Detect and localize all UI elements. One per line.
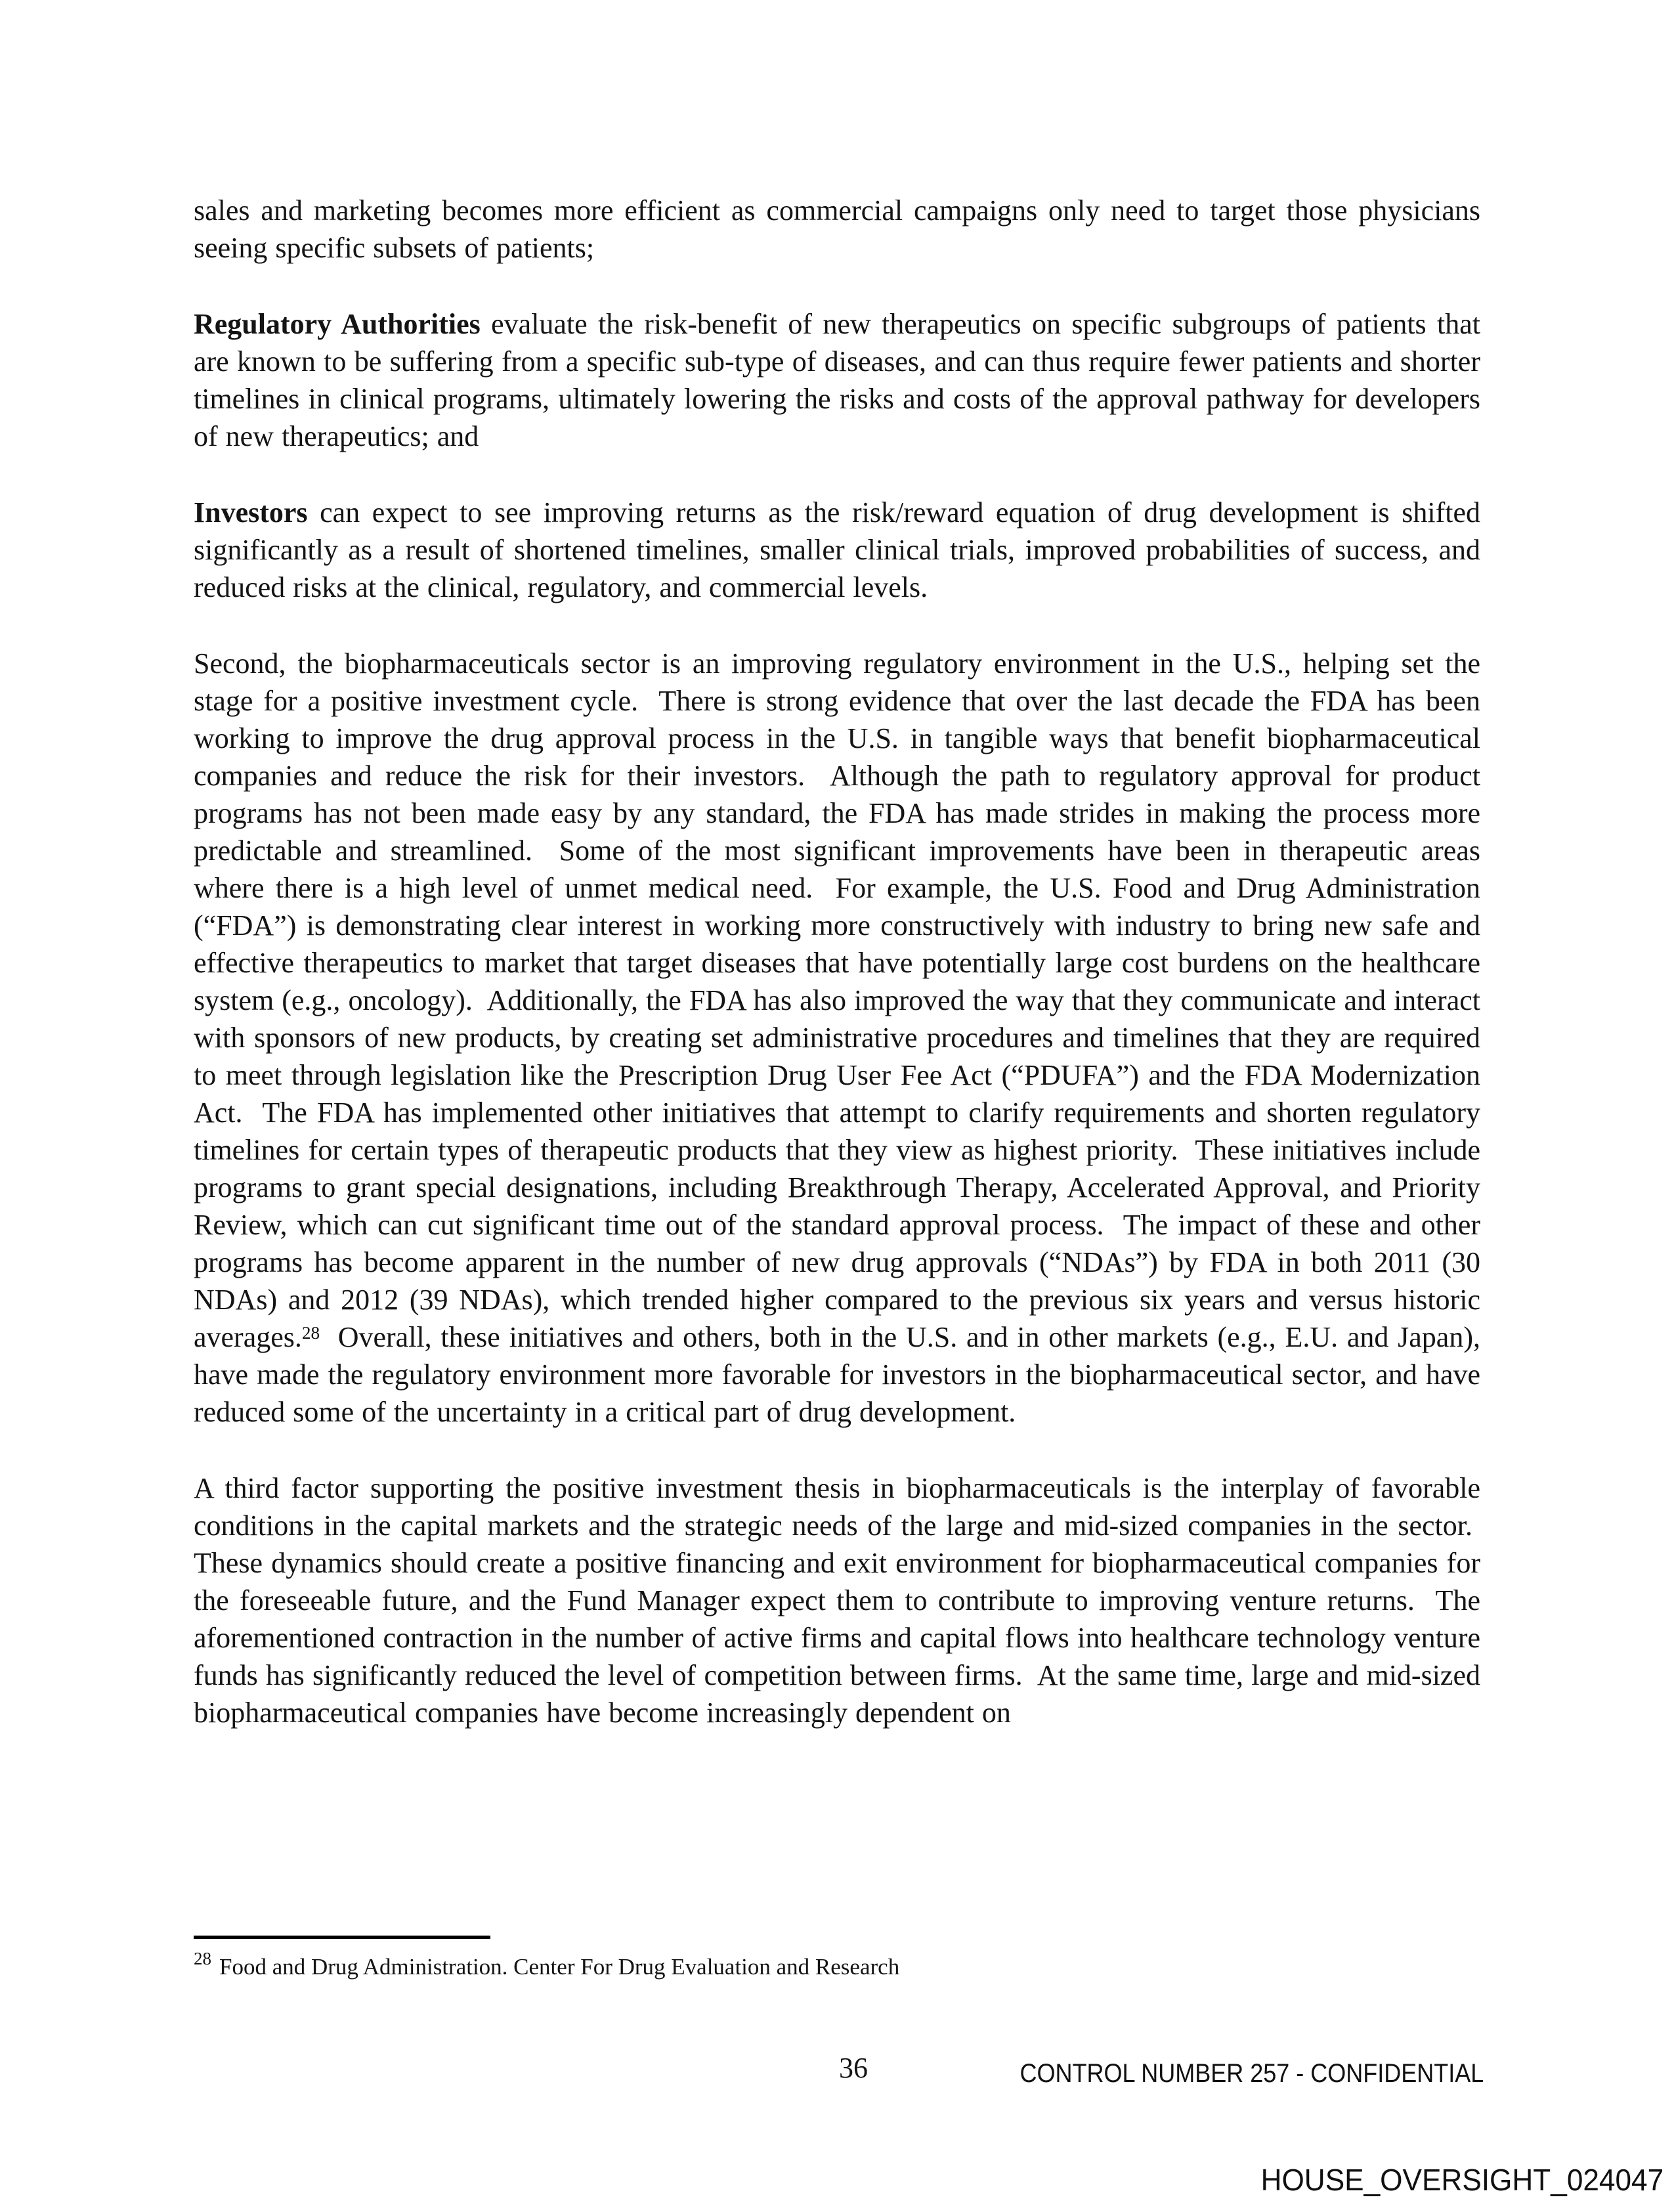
bates-number: HOUSE_OVERSIGHT_024047 (1260, 2163, 1663, 2197)
paragraph (194, 645, 1480, 1431)
text-run: Overall, these initiatives and others, both in the U.S. and in other markets (e.g., E.U. and Japan), have made the regulatory environment more favorable for investors in the biopharmaceutical sector, and have reduced some of the uncertainty in a critical part of drug development. (194, 1321, 1480, 1428)
paragraph (194, 1469, 1480, 1731)
paragraph (194, 192, 1480, 267)
paragraph (194, 305, 1480, 455)
footnote (194, 1936, 1480, 1984)
footnote-marker: 28 (194, 1949, 211, 1969)
bold-run: Investors (194, 496, 308, 529)
footnote-reference: 28 (301, 1322, 320, 1343)
bold-run: Regulatory Authorities (194, 308, 481, 340)
paragraph (194, 494, 1480, 606)
footnote-separator-rule (194, 1936, 490, 1939)
text-run: Second, the biopharmaceuticals sector is an improving regulatory environment in the U.S., helping set the stage for a positive investment cycle. There is strong evidence that over the last decade the FDA has been working to improve the drug approval process in the U.S. in tangible ways that benefit biopharmaceutical companies and reduce the risk for their investors. Although the path to regulatory approval for product programs has not been made easy by any standard, the FDA has made strides in making the process more predictable and streamlined. Some of the most significant improvements have been in therapeutic areas where there is a high level of unmet medical need. For example, the U.S. Food and Drug Administration (“FDA”) is demonstrating clear interest in working more constructively with industry to bring new safe and effective therapeutics to market that target diseases that have potentially large cost burdens on the healthcare system (e.g., oncology). Additionally, the FDA has also improved the way that they communicate and interact with sponsors of new products, by creating set administrative procedures and timelines that they are required to meet through legislation like the Prescription Drug User Fee Act (“PDUFA”) and the FDA Modernization Act. The FDA has implemented other initiatives that attempt to clarify requirements and shorten regulatory timelines for certain types of therapeutic products that they view as highest priority. These initiatives include programs to grant special designations, including Breakthrough Therapy, Accelerated Approval, and Priority Review, which can cut significant time out of the standard approval process. The impact of these and other programs has become apparent in the number of new drug approvals (“NDAs”) by FDA in both 2011 (30 NDAs) and 2012 (39 NDAs), which trended higher compared to the previous six years and versus historic averages. (194, 647, 1480, 1353)
text-run: can expect to see improving returns as the risk/reward equation of drug development is shifted significantly as a result of shortened timelines, smaller clinical trials, improved probabilities of success, and reduced risks at the clinical, regulatory, and commercial levels. (194, 496, 1480, 603)
text-run: sales and marketing becomes more efficient as commercial campaigns only need to target those physicians seeing specific subsets of patients; (194, 194, 1480, 264)
document-body (194, 192, 1480, 1731)
control-number-label: CONTROL NUMBER 257 - CONFIDENTIAL (1019, 2059, 1484, 2088)
footnote-line (194, 1949, 1480, 1984)
footnote-text: Food and Drug Administration. Center For Drug Evaluation and Research (219, 1954, 900, 1980)
text-run: A third factor supporting the positive investment thesis in biopharmaceuticals is the interplay of favorable conditions in the capital markets and the strategic needs of the large and mid-sized companies in the sector. These dynamics should create a positive financing and exit environment for biopharmaceutical companies for the foreseeable future, and the Fund Manager expect them to contribute to improving venture returns. The aforementioned contraction in the number of active firms and capital flows into healthcare technology venture funds has significantly reduced the level of competition between firms. At the same time, large and mid-sized biopharmaceutical companies have become increasingly dependent on (194, 1472, 1480, 1729)
page-number: 36 (839, 2052, 868, 2084)
text-run: evaluate the risk-benefit of new therapeutics on specific subgroups of patients that are known to be suffering from a specific sub-type of diseases, and can thus require fewer patients and shorter timelines in clinical programs, ultimately lowering the risks and costs of the approval pathway for developers of new therapeutics; and (194, 308, 1481, 452)
